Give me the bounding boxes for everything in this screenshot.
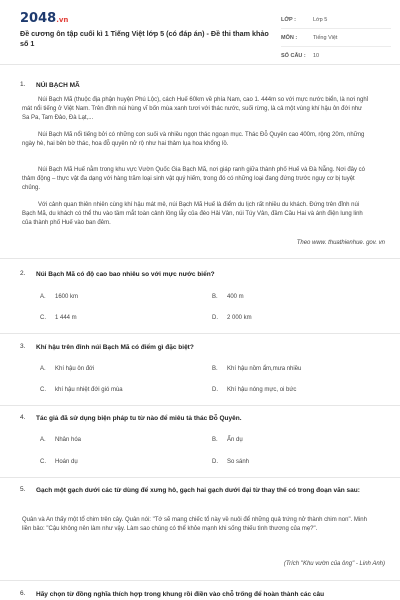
question-number: 6. [20,590,26,597]
option-d[interactable] [212,459,249,465]
question-text: Khí hậu trên đỉnh núi Bạch Mã có điểm gì đặc biệt? [36,344,194,351]
option-a[interactable] [40,294,78,300]
option-letter: B. [212,437,218,443]
divider [0,333,400,334]
question-number: 5. [20,486,26,493]
option-text: Khí hậu ôn đới [55,366,95,372]
divider [0,258,400,259]
meta-row-grade [281,11,391,29]
option-c[interactable] [40,315,77,321]
option-a[interactable] [40,437,81,443]
option-text: 400 m [227,294,244,300]
question-3 [20,343,385,355]
option-letter: C. [40,459,46,465]
option-c[interactable] [40,387,123,393]
option-b[interactable] [212,366,301,372]
option-letter: A. [40,294,46,300]
meta-label: MÔN : [281,34,298,41]
divider [0,580,400,581]
option-c[interactable] [40,459,78,465]
option-text: 1 444 m [55,315,77,321]
option-text: So sánh [227,459,250,465]
question-4 [20,414,385,426]
passage-paragraph: Núi Bạch Mã nổi tiếng bởi có những con suối và nhiều ngọn thác ngoạn mục. Thác Đỗ Quyên cao 400m, rộng 20m, những ngày hè, hai bên bờ thác, hoa đỗ quyên nở rộ như hai thảm lụa hoa khổng lồ. [22,132,365,147]
divider [0,405,400,406]
option-b[interactable] [212,294,244,300]
meta-value: Lớp 5 [313,16,328,23]
option-letter: B. [212,294,218,300]
passage-paragraph: Với cảnh quan thiên nhiên cùng khí hậu mát mẻ, núi Bạch Mã Huế là điểm du lịch rất nhiều du khách. Đứng trên đỉnh núi Bạch Mã, du khách có thể thu vào tầm mắt toàn cảnh lồng lẫy của đèo Hải Vân, núi Túy Vân, đầm Cầu Hai và ánh điện lung linh của thành phố Huế vào ban đêm. [22,202,363,226]
option-letter: A. [40,366,46,372]
option-text: Nhân hóa [55,437,82,443]
passage-paragraph: Núi Bạch Mã Huế nằm trong khu vực Vườn Quốc Gia Bạch Mã, nơi giáp ranh giữa thành phố Huế và Đà Nẵng. Nơi đây có thảm động – thực vật đa dạng với hàng trăm loại sinh vật quý hiếm, trong đó có những loại đang đứng trước nguy cơ bị tuyệt chủng. [22,167,366,191]
option-d[interactable] [212,387,296,393]
option-letter: D. [212,387,218,393]
site-logo[interactable] [20,11,68,26]
logo-sub: .vn [56,16,69,24]
meta-row-count [281,47,391,64]
question-body: Quân và An thấy một tổ chim trên cây. Quân nói: "Tớ sẽ mang chiếc tổ này về nuôi để những quả trứng nở thành chim non". Minh liền bảo: "Cậu không nên làm như vậy. Làm sao chúng có thể khỏe mạnh khi sống thiếu tình thương của mẹ?". [22,517,367,532]
meta-value: 10 [313,52,320,59]
question-text: Gạch một gạch dưới các từ dùng để xưng hô, gạch hai gạch dưới đại từ thay thế có trong đoạn văn sau: [36,487,360,494]
question-text: Núi Bạch Mã có độ cao bao nhiêu so với mực nước biển? [36,271,215,278]
question-number: 2. [20,270,26,277]
passage-paragraph: Núi Bạch Mã (thuộc địa phận huyện Phú Lộc), cách Huế 60km về phía Nam, cao 1. 444m so với mực nước biển, là nơi nghỉ mát nổi tiếng ở Việt Nam. Trên đỉnh núi hùng vĩ bốn mùa xanh tươi với thác nước, suối rừng, là cả một vùng khí hậu ôn đới như Sa Pa, Tam Đảo, Đà Lạt,... [22,97,369,121]
meta-label: SỐ CÂU : [281,52,306,59]
option-b[interactable] [212,437,243,443]
option-text: khí hậu nhiệt đới gió mùa [55,387,123,393]
passage-source: Theo www. thuathienhue. gov. vn [296,240,385,246]
option-letter: D. [212,459,218,465]
question-6 [20,590,385,600]
option-d[interactable] [212,315,252,321]
option-text: Hoán dụ [55,459,78,465]
meta-row-subject [281,29,391,47]
meta-label: LỚP : [281,16,296,23]
question-number: 4. [20,414,26,421]
question-title: NÚI BẠCH MÃ [36,82,80,89]
option-a[interactable] [40,366,94,372]
option-letter: A. [40,437,46,443]
meta-table [281,11,391,64]
document-title: Đề cương ôn tập cuối kì 1 Tiếng Việt lớp 5 (có đáp án) - Đề thi tham khảo số 1 [20,29,269,48]
option-letter: C. [40,387,46,393]
option-text: Khí hậu nồm ẩm,mưa nhiều [227,366,302,372]
question-5 [20,486,385,508]
option-letter: B. [212,366,218,372]
option-text: 2 000 km [227,315,252,321]
header [0,0,400,65]
divider [0,477,400,478]
passage-source: (Trích "Khu vườn của ông" - Linh Anh) [283,561,385,567]
option-text: Khí hậu nóng mực, oi bức [227,387,297,393]
option-text: Ẩn dụ [227,437,243,443]
logo-main: 2048 [20,11,57,26]
question-text: Hãy chọn từ đồng nghĩa thích hợp trong khung rồi điền vào chỗ trống để hoàn thành các câu [36,591,325,598]
question-2 [20,270,385,282]
option-text: 1600 km [55,294,79,300]
option-letter: C. [40,315,46,321]
meta-value: Tiếng Việt [313,34,338,41]
option-letter: D. [212,315,218,321]
question-number: 3. [20,343,26,350]
question-number: 1. [20,81,26,88]
question-text: Tác giả đã sử dụng biện pháp tu từ nào để miêu tả thác Đỗ Quyên. [36,415,242,422]
